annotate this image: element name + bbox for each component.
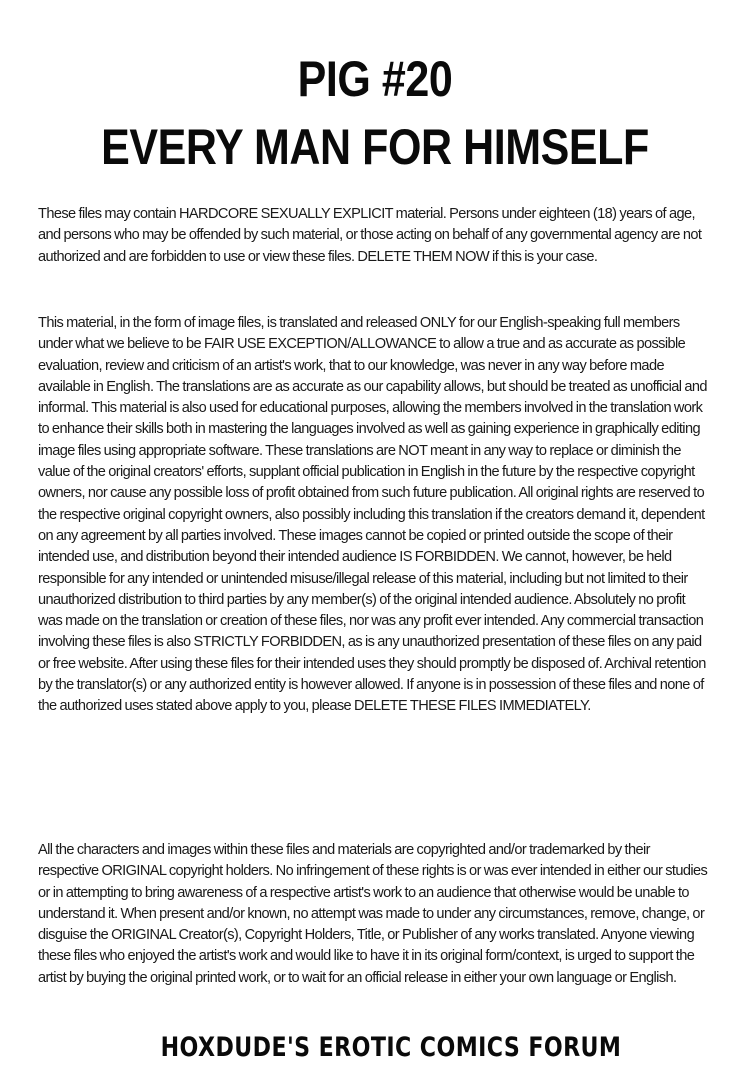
page-title: PIG #20 xyxy=(297,51,453,107)
page-subtitle: EVERY MAN FOR HIMSELF xyxy=(101,119,649,175)
forum-credit: HOXDUDE'S EROTIC COMICS FORUM xyxy=(160,1032,622,1063)
paragraph-fair-use: This material, in the form of image files, is translated and released ONLY for our English-speaking full members under what we believe to be FAIR USE EXCEPTION/ALLOWANCE to allow a true and as accurate as possible evaluation, review and criticism of an artist's work, that to our knowledge, was never in any way before made available in English. The translations are as accurate as our capability allows, but should be treated as unofficial and informal. This material is also used for educational purposes, allowing the members involved in the translation work to enhance their skills both in mastering the languages involved as well as gaining experience in graphically editing image files using appropriate software. These translations are NOT meant in any way to replace or diminish the value of the original creators' efforts, supplant official publication in English in the future by the respective copyright owners, nor cause any possible loss of profit obtained from such future publication. All original rights are reserved to the respective original copyright owners, also possibly including this translation if the creators demand it, dependent on any agreement by all parties involved. These images cannot be copied or printed outside the scope of their intended use, and distribution beyond their intended audience IS FORBIDDEN. We cannot, however, be held responsible for any intended or unintended misuse/illegal release of this material, including but not limited to their unauthorized distribution to third parties by any member(s) of the original intended audience. Absolutely no profit was made on the translation or creation of these files, nor was any profit ever intended. Any commercial transaction involving these files is also STRICTLY FORBIDDEN, as is any unauthorized presentation of these files on any paid or free website. After using these files for their intended uses they should promptly be disposed of. Archival retention by the translator(s) or any authorized entity is however allowed. If anyone is in possession of these files and none of the authorized uses stated above apply to you, please DELETE THESE FILES IMMEDIATELY. xyxy=(38,315,707,715)
paragraph-copyright: All the characters and images within these files and materials are copyrighted and/or trademarked by their respective ORIGINAL copyright holders. No infringement of these rights is or was ever intended in either our studies or in attempting to bring awareness of a respective artist's work to an audience that otherwise would be unable to understand it. When present and/or known, no attempt was made to under any circumstances, remove, change, or disguise the ORIGINAL Creator(s), Copyright Holders, Title, or Publisher of any works translated. Anyone viewing these files who enjoyed the artist's work and would like to have it in its original form/context, is urged to support the artist by buying the original printed work, or to wait for an official release in either your own language or English. xyxy=(38,842,708,986)
paragraph-explicit-warning: These files may contain HARDCORE SEXUALLY EXPLICIT material. Persons under eighteen (18) years of age, and persons who may be offended by such material, or those acting on behalf of any governmental agency are not authorized and are forbidden to use or view these files. DELETE THEM NOW if this is your case. xyxy=(38,206,702,265)
